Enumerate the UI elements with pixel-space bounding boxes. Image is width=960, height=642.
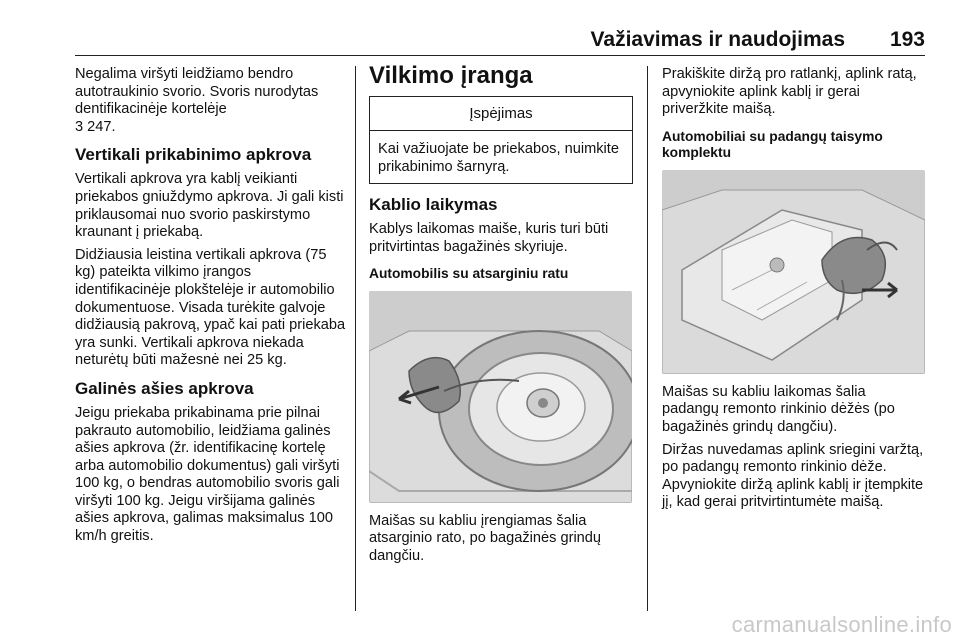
- spare-wheel-illustration: [369, 291, 632, 503]
- page-reference-link[interactable]: 3 247.: [75, 118, 116, 135]
- column-left: [75, 66, 347, 551]
- hook-storage-paragraph: Kablys laikomas maiše, kuris turi būti pritvirtintas bagažinės skyriuje.: [369, 221, 609, 255]
- vertical-load-paragraph-1: Vertikali apkrova yra kablį veikianti priekabos gniuždymo apkrova. Ji gali kisti priklausomai nuo svorio paskirstymo kraunant į priekabą.: [75, 171, 344, 241]
- subheading-tyre-repair-kit: Automobiliai su padangų taisymo komplektu: [662, 128, 883, 161]
- chapter-heading-towing-equipment: Vilkimo įranga: [369, 62, 533, 89]
- page-number: 193: [889, 28, 925, 51]
- watermark: carmanualsonline.info: [731, 612, 952, 637]
- bag-location-paragraph: Maišas su kabliu laikomas šalia padangų remonto rinkinio dėžės (po bagažinės grindų dangčiu).: [662, 383, 895, 435]
- spare-wheel-caption: Maišas su kabliu įrengiamas šalia atsarginio rato, po bagažinės grindų dangčiu.: [369, 512, 602, 565]
- section-heading-hook-storage: Kablio laikymas: [369, 195, 498, 215]
- warning-body: Kai važiuojate be priekabos, nuimkite prikabinimo šarnyrą.: [378, 141, 619, 175]
- section-heading-rear-axle-load: Galinės ašies apkrova: [75, 378, 254, 398]
- section-heading-vertical-load: Vertikali prikabinimo apkrova: [75, 145, 312, 165]
- column-middle: [369, 62, 633, 571]
- tyre-repair-kit-drawing: [662, 170, 925, 374]
- strap-routing-paragraph: Diržas nuvedamas aplink sriegini varžtą, po padangų remonto rinkinio dėže. Apvyniokite diržą aplink kablį ir įtempkite jį, kad gerai pritvirtintumėte maišą.: [662, 441, 924, 511]
- subheading-spare-wheel: Automobilis su atsarginiu ratu: [369, 266, 569, 282]
- rear-axle-load-paragraph: Jeigu priekaba prikabinama prie pilnai pakrauto automobilio, leidžiama galinės ašies apkrova (žr. identifikacinę kortelę arba automobilio dokumentus) gali viršyti 100 kg, o bendras automobilio svoris gali viršyti 100 kg. Jeigu viršijama galinės ašies apkrova, galimas maksimalus 100 km/h greitis.: [75, 404, 340, 545]
- warning-title: Įspėjimas: [370, 97, 632, 131]
- column-divider: [355, 66, 356, 611]
- page-header: [75, 26, 925, 56]
- vertical-load-paragraph-2: Didžiausia leistina vertikali apkrova (75 kg) pateikta vilkimo įrangos identifikacinėje plokštelėje ir automobilio dokumentuose. Visada turėkite galvoje didžiausią pakrovą, ypač kai pati priekaba yra sunki. Vertikali apkrova niekada neturėtų būti mažesnė nei 25 kg.: [75, 246, 346, 369]
- page-title: Važiavimas ir naudojimas: [590, 28, 845, 51]
- warning-box: [369, 96, 633, 184]
- spare-wheel-drawing: [369, 291, 632, 503]
- tyre-repair-kit-illustration: [662, 170, 925, 374]
- column-right: [662, 66, 926, 517]
- intro-paragraph: [75, 66, 347, 136]
- intro-text: Negalima viršyti leidžiamo bendro autotraukinio svorio. Svoris nurodytas dentifikacinėje kortelėje: [75, 66, 319, 118]
- column-divider: [647, 66, 648, 611]
- strap-instructions-paragraph: Prakiškite diržą pro ratlankį, aplink ratą, apvyniokite aplink kablį ir gerai priveržkite maišą.: [662, 66, 917, 118]
